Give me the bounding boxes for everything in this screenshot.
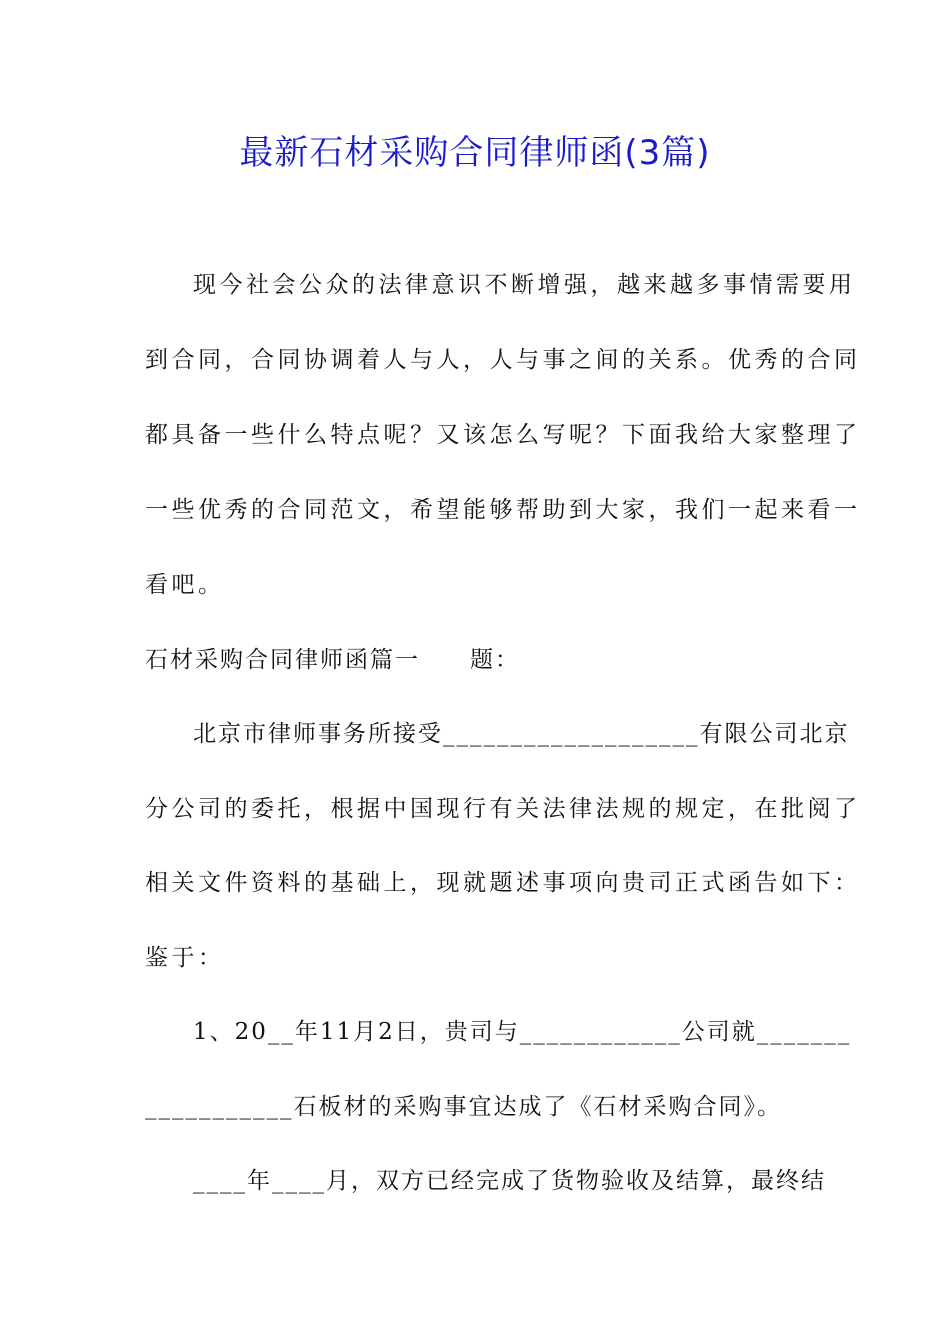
intro-line-1: 现今社会公众的法律意识不断增强，越来越多事情需要用 bbox=[193, 272, 856, 298]
intro-line-2: 到合同，合同协调着人与人，人与事之间的关系。优秀的合同 bbox=[145, 347, 861, 373]
body-line-7: ____年____月，双方已经完成了货物验收及结算，最终结 bbox=[193, 1168, 826, 1194]
body-line-2: 分公司的委托，根据中国现行有关法律法规的规定，在批阅了 bbox=[145, 796, 861, 822]
body-line-4: 鉴于： bbox=[145, 945, 225, 971]
document-title: 最新石材采购合同律师函(3篇) bbox=[239, 133, 711, 173]
intro-line-3: 都具备一些什么特点呢？又该怎么写呢？下面我给大家整理了 bbox=[145, 422, 861, 448]
body-line-3: 相关文件资料的基础上，现就题述事项向贵司正式函告如下： bbox=[145, 870, 861, 896]
intro-line-5: 看吧。 bbox=[145, 572, 225, 598]
body-line-6: ___________石板材的采购事宜达成了《石材采购合同》。 bbox=[145, 1094, 782, 1120]
section-heading: 石材采购合同律师函篇一 题： bbox=[145, 647, 520, 673]
body-line-1: 北京市律师事务所接受___________________有限公司北京 bbox=[193, 721, 850, 747]
body-line-5: 1、20__年11月2日，贵司与____________公司就_______ bbox=[193, 1019, 852, 1045]
intro-line-4: 一些优秀的合同范文，希望能够帮助到大家，我们一起来看一 bbox=[145, 497, 861, 523]
